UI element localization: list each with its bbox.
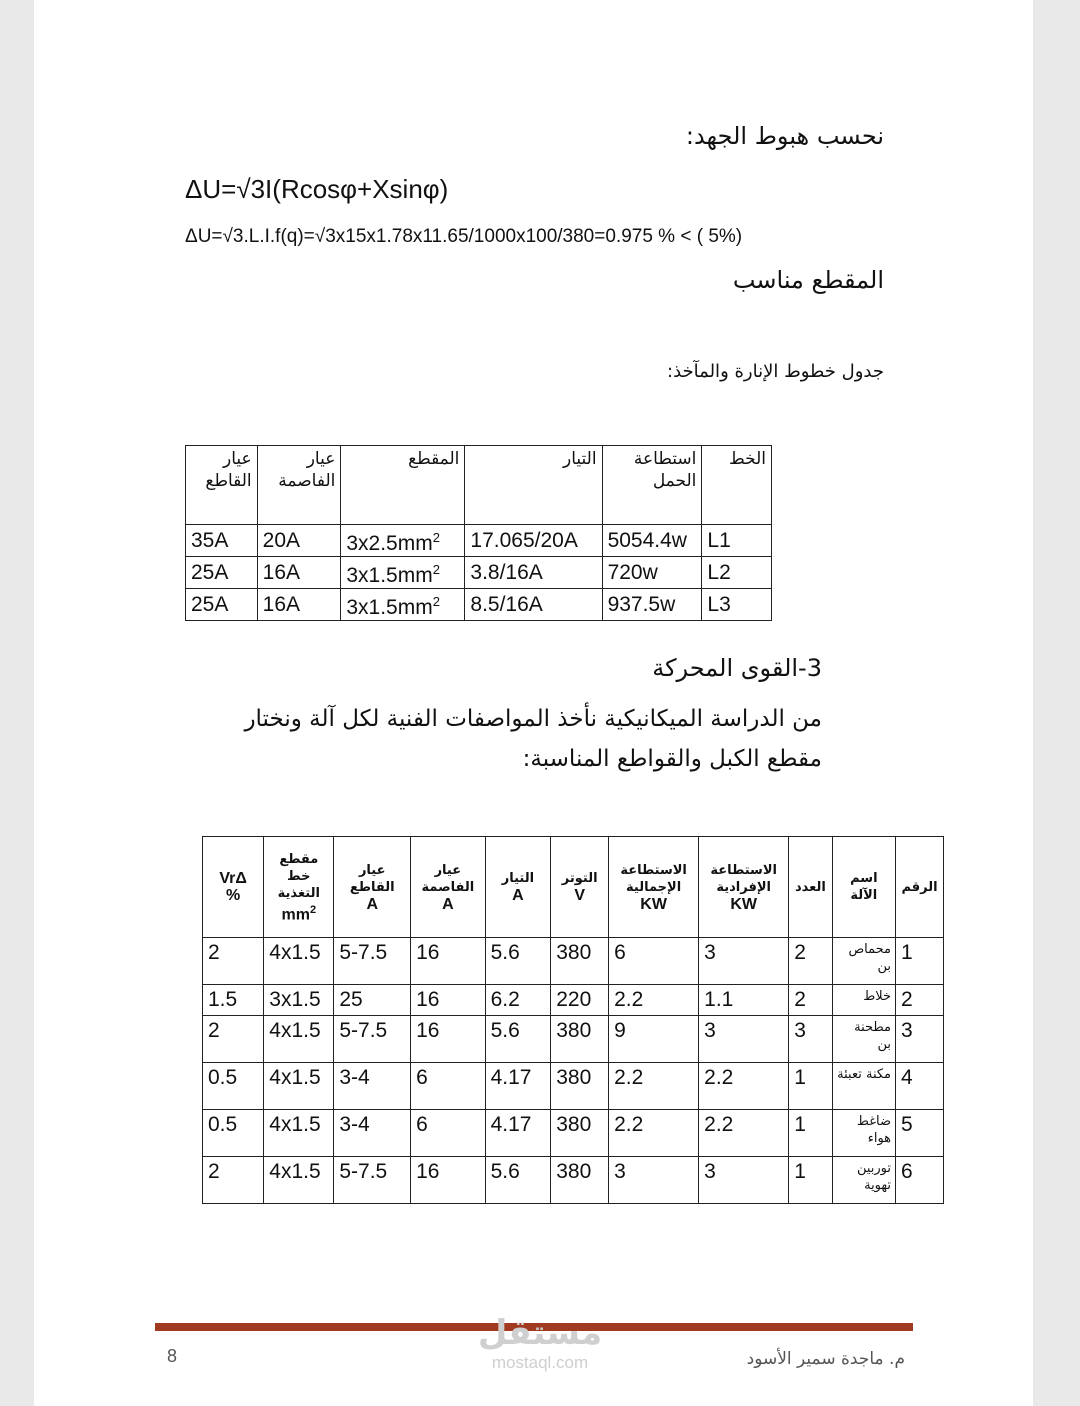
col-section: مقطع خط التغذية $mm^2$ — [264, 837, 334, 938]
document-page — [34, 0, 1033, 1406]
cell-section: 4x1.5 — [264, 1063, 334, 1110]
col-vr: VrΔ % — [203, 837, 264, 938]
col-fuse: عيار الفاصمة A — [411, 837, 486, 938]
col-load: استطاعة الحمل — [602, 446, 702, 525]
cell-total-power: 3 — [609, 1157, 699, 1204]
cell-unit-power: 1.1 — [699, 985, 789, 1016]
cell-fuse: 6 — [411, 1110, 486, 1157]
cell-fuse: 16 — [411, 1016, 486, 1063]
cell-vr: 0.5 — [203, 1063, 264, 1110]
cell-section: 4x1.5 — [264, 1016, 334, 1063]
cell-fuse: 16 — [411, 938, 486, 985]
cell-total-power: 2.2 — [609, 985, 699, 1016]
cell-load: 720w — [602, 557, 702, 589]
table-row — [186, 589, 772, 621]
table-row — [203, 1016, 944, 1063]
col-count: العدد — [789, 837, 832, 938]
voltage-drop-heading: نحسب هبوط الجهد: — [685, 122, 884, 150]
cell-section: $3x2.5mm^2$ — [341, 525, 465, 557]
cell-voltage: 380 — [551, 1110, 609, 1157]
cell-fuse: 6 — [411, 1063, 486, 1110]
cell-voltage: 380 — [551, 938, 609, 985]
cell-name: توربين تهوية — [832, 1157, 895, 1204]
cell-unit-power: 3 — [699, 1016, 789, 1063]
table-row — [186, 557, 772, 589]
cell-vr: 0.5 — [203, 1110, 264, 1157]
cell-current: 4.17 — [485, 1110, 551, 1157]
cell-name: خلاط — [832, 985, 895, 1016]
table-row — [186, 525, 772, 557]
cell-fuse: 20A — [257, 525, 341, 557]
col-total-power: الاستطاعة الإجمالية KW — [609, 837, 699, 938]
motive-paragraph-line1: من الدراسة الميكانيكية نأخذ المواصفات الفنية لكل آلة ونختار — [244, 706, 822, 732]
cell-line: L3 — [702, 589, 772, 621]
cell-fuse: 16 — [411, 1157, 486, 1204]
cell-no: 1 — [896, 938, 944, 985]
cell-voltage: 380 — [551, 1157, 609, 1204]
cell-vr: 2 — [203, 938, 264, 985]
table-row — [203, 938, 944, 985]
cell-breaker: 5-7.5 — [334, 1016, 411, 1063]
col-current: التيار A — [485, 837, 551, 938]
machines-table — [202, 836, 944, 1204]
table-row — [203, 1157, 944, 1204]
cell-count: 1 — [789, 1157, 832, 1204]
cell-no: 4 — [896, 1063, 944, 1110]
lighting-table-title: جدول خطوط الإنارة والمآخذ: — [667, 361, 884, 382]
col-fuse: عيار الفاصمة — [257, 446, 341, 525]
cell-breaker: 5-7.5 — [334, 938, 411, 985]
cell-current: 6.2 — [485, 985, 551, 1016]
cell-load: 937.5w — [602, 589, 702, 621]
cell-voltage: 380 — [551, 1063, 609, 1110]
cell-breaker: 25A — [186, 589, 258, 621]
voltage-drop-formula: ΔU=√3I(Rcosφ+Xsinφ) — [185, 174, 449, 204]
page-number: 8 — [167, 1346, 178, 1366]
cell-unit-power: 3 — [699, 938, 789, 985]
cell-fuse: 16A — [257, 557, 341, 589]
cell-count: 1 — [789, 1063, 832, 1110]
cell-section: 4x1.5 — [264, 1157, 334, 1204]
cell-fuse: 16A — [257, 589, 341, 621]
table-row — [203, 1063, 944, 1110]
cell-section: 4x1.5 — [264, 1110, 334, 1157]
cell-current: 17.065/20A — [465, 525, 602, 557]
motive-heading: 3-القوى المحركة — [652, 654, 822, 682]
col-line: الخط — [702, 446, 772, 525]
cell-no: 3 — [896, 1016, 944, 1063]
cell-no: 5 — [896, 1110, 944, 1157]
cell-current: 3.8/16A — [465, 557, 602, 589]
cell-count: 2 — [789, 938, 832, 985]
col-breaker: عيار القاطع — [186, 446, 258, 525]
voltage-drop-calculation: ΔU=√3.L.I.f(q)=√3x15x1.78x11.65/1000x100/380=0.975 % < ( 5%) — [185, 226, 743, 247]
cell-breaker: 35A — [186, 525, 258, 557]
cell-current: 8.5/16A — [465, 589, 602, 621]
cell-vr: 1.5 — [203, 985, 264, 1016]
col-unit-power: الاستطاعة الإفرادية KW — [699, 837, 789, 938]
cell-current: 5.6 — [485, 1016, 551, 1063]
cell-vr: 2 — [203, 1157, 264, 1204]
col-breaker: عيار القاطع A — [334, 837, 411, 938]
cell-current: 5.6 — [485, 1157, 551, 1204]
lighting-table-header — [186, 446, 772, 525]
cell-total-power: 9 — [609, 1016, 699, 1063]
cell-line: L2 — [702, 557, 772, 589]
cell-section: $3x1.5mm^2$ — [341, 557, 465, 589]
cell-breaker: 25 — [334, 985, 411, 1016]
cell-name: مطحنة بن — [832, 1016, 895, 1063]
cell-load: 5054.4w — [602, 525, 702, 557]
cell-current: 4.17 — [485, 1063, 551, 1110]
cell-total-power: 2.2 — [609, 1063, 699, 1110]
cell-total-power: 2.2 — [609, 1110, 699, 1157]
cell-unit-power: 3 — [699, 1157, 789, 1204]
section-conclusion: المقطع مناسب — [732, 266, 884, 294]
col-current: التيار — [465, 446, 602, 525]
col-voltage: التوتر V — [551, 837, 609, 938]
cell-name: ضاغط هواء — [832, 1110, 895, 1157]
col-name: اسم الآلة — [832, 837, 895, 938]
cell-name: مكنة تعبئة — [832, 1063, 895, 1110]
lighting-table — [185, 445, 772, 621]
cell-section: $3x1.5mm^2$ — [341, 589, 465, 621]
cell-unit-power: 2.2 — [699, 1110, 789, 1157]
cell-count: 3 — [789, 1016, 832, 1063]
cell-unit-power: 2.2 — [699, 1063, 789, 1110]
col-no: الرقم — [896, 837, 944, 938]
footer-author: م. ماجدة سمير الأسود — [746, 1349, 905, 1369]
motive-paragraph-line2: مقطع الكبل والقواطع المناسبة: — [522, 746, 822, 772]
cell-voltage: 380 — [551, 1016, 609, 1063]
cell-total-power: 6 — [609, 938, 699, 985]
cell-breaker: 3-4 — [334, 1110, 411, 1157]
cell-line: L1 — [702, 525, 772, 557]
machines-table-header — [203, 837, 944, 938]
table-row — [203, 985, 944, 1016]
cell-name: محماص بن — [832, 938, 895, 985]
cell-count: 1 — [789, 1110, 832, 1157]
cell-current: 5.6 — [485, 938, 551, 985]
col-section: المقطع — [341, 446, 465, 525]
cell-no: 6 — [896, 1157, 944, 1204]
cell-breaker: 5-7.5 — [334, 1157, 411, 1204]
cell-breaker: 25A — [186, 557, 258, 589]
cell-voltage: 220 — [551, 985, 609, 1016]
cell-section: 4x1.5 — [264, 938, 334, 985]
cell-vr: 2 — [203, 1016, 264, 1063]
mostaql-watermark: مستقل mostaql.com — [477, 1313, 603, 1372]
cell-section: 3x1.5 — [264, 985, 334, 1016]
cell-count: 2 — [789, 985, 832, 1016]
cell-no: 2 — [896, 985, 944, 1016]
table-row — [203, 1110, 944, 1157]
cell-fuse: 16 — [411, 985, 486, 1016]
cell-breaker: 3-4 — [334, 1063, 411, 1110]
